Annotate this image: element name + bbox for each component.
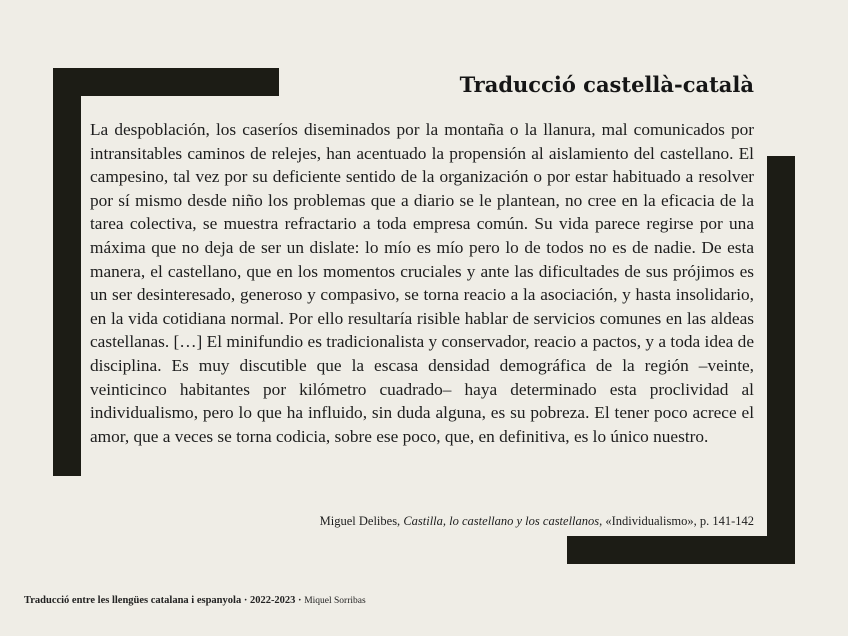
- quote-body: La despoblación, los caseríos diseminados por la montaña o la llanura, mal comunicados por intransitables caminos de relejes, han acentuado la propensión al aislamiento del castellano. El campesino, tal vez por su deficiente sentido de la organización o por estar habituado a resolver por sí mismo desde niño los problemas que a diario se le plantean, no cree en la eficacia de la tarea colectiva, se muestra refractario a toda empresa común. Su vida parece regirse por una máxima que no deja de ser un dislate: lo mío es mío pero lo de todos no es de nadie. De esta manera, el castellano, que en los momentos cruciales y ante las dificultades de sus prójimos es un ser desinteresado, generoso y compasivo, se torna reacio a la asociación, y hasta insolidario, en la vida cotidiana normal. Por ello resultaría risible hablar de servicios comunes en las aldeas castellanas. […] El minifundio es tradicionalista y conservador, reacio a pactos, y a toda idea de disciplina. Es muy discutible que la escasa densidad demográfica de la región –veinte, veinticinco habitantes por kilómetro cuadrado– haya determinado esta proclividad al individualismo, pero lo que ha influido, sin duda alguna, es su pobreza. El tener poco acrece el amor, que a veces se torna codicia, sobre ese poco, que, en definitiva, es lo único nuestro.: [90, 120, 754, 446]
- footer: [24, 595, 366, 606]
- footer-author: Miquel Sorribas: [304, 596, 366, 606]
- citation-detail: , «Individualismo», p. 141-142: [599, 514, 754, 528]
- frame-right-bar: [767, 156, 795, 564]
- citation: [320, 514, 754, 529]
- citation-work: Castilla, lo castellano y los castellanos: [403, 514, 600, 528]
- frame-left-bar: [53, 68, 81, 476]
- frame-bottom-right-bar: [567, 536, 795, 564]
- frame-top-left-bar: [53, 68, 279, 96]
- citation-author: Miguel Delibes,: [319, 514, 404, 528]
- footer-course: Traducció entre les llengües catalana i espanyola · 2022-2023 ·: [24, 595, 305, 606]
- slide-title: Traducció castellà-català: [459, 72, 754, 97]
